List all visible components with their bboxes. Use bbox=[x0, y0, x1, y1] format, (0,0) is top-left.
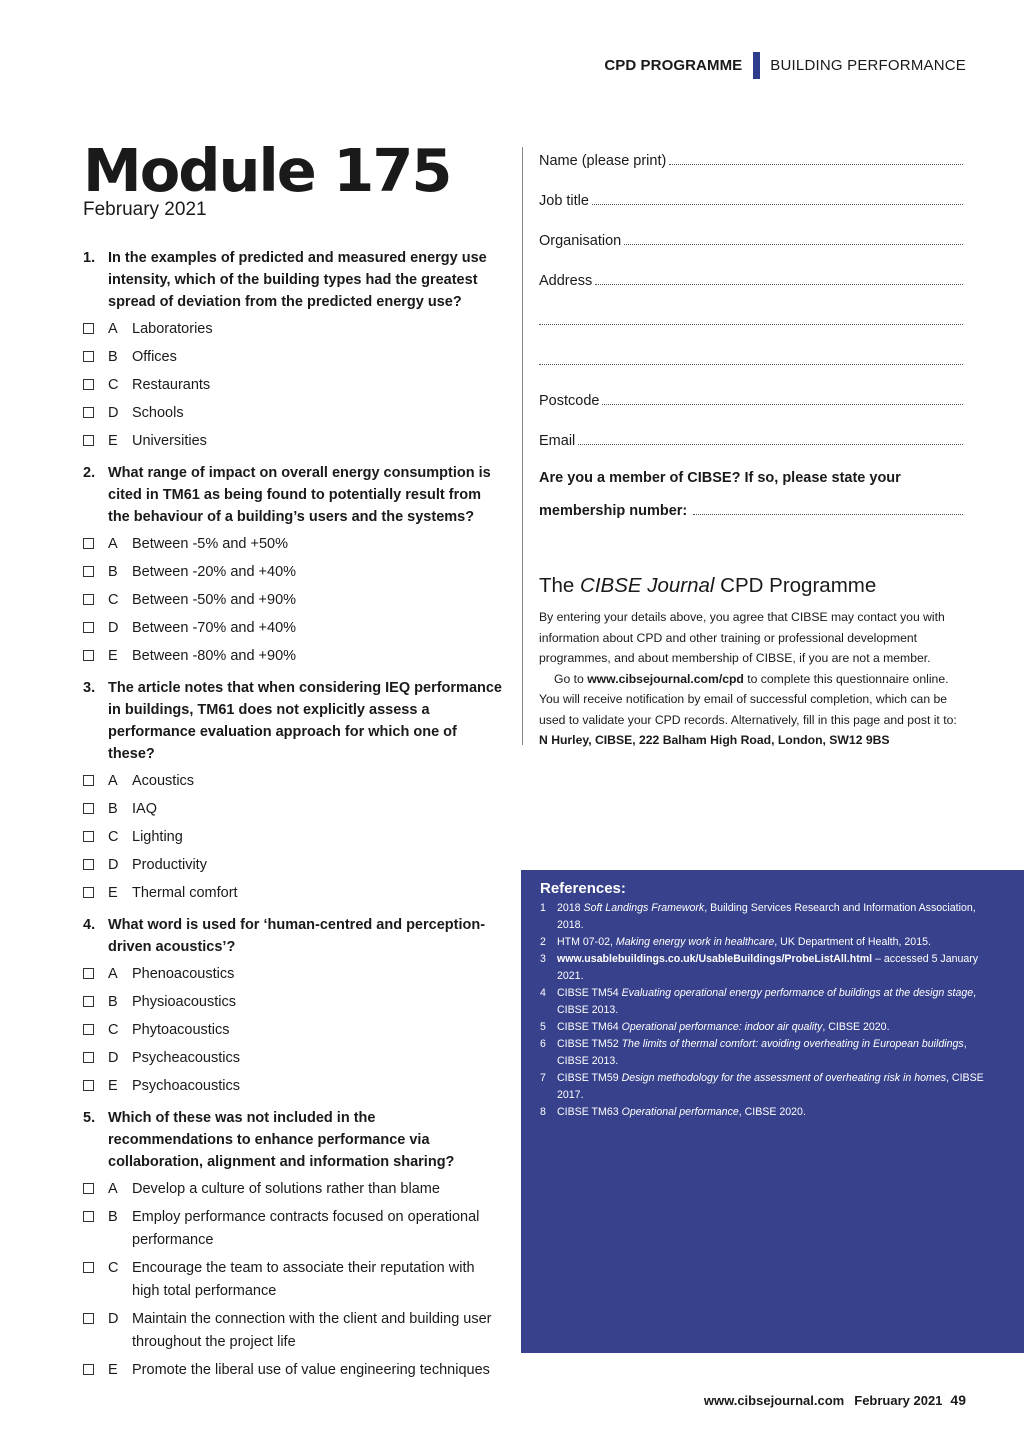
question-block bbox=[83, 677, 503, 905]
option-letter: C bbox=[108, 1022, 119, 1038]
answer-option[interactable] bbox=[83, 991, 503, 1014]
question-number: 2. bbox=[83, 465, 96, 481]
cpd-title-journal: CIBSE Journal bbox=[580, 574, 715, 597]
answer-option[interactable] bbox=[83, 770, 503, 793]
option-letter: B bbox=[108, 801, 118, 817]
reference-post: , CIBSE 2020. bbox=[822, 1021, 890, 1033]
option-letter: D bbox=[108, 620, 119, 636]
organisation-field[interactable] bbox=[539, 227, 963, 249]
answer-option[interactable] bbox=[83, 318, 503, 341]
checkbox-icon[interactable] bbox=[83, 323, 94, 334]
option-letter: B bbox=[108, 994, 118, 1010]
answer-option[interactable] bbox=[83, 617, 503, 640]
reference-pre: CIBSE TM59 bbox=[557, 1072, 622, 1084]
cpd-title-pre: The bbox=[539, 574, 581, 597]
option-letter: D bbox=[108, 1311, 119, 1327]
reference-number: 5 bbox=[540, 1021, 546, 1033]
question bbox=[83, 247, 503, 313]
question bbox=[83, 462, 503, 528]
option-letter: E bbox=[108, 1078, 118, 1094]
option-text: Between -5% and +50% bbox=[132, 536, 288, 552]
name-field[interactable] bbox=[539, 147, 963, 169]
option-letter: C bbox=[108, 592, 119, 608]
option-text: Between -20% and +40% bbox=[132, 564, 297, 580]
question-text: The article notes that when considering IEQ performance in buildings, TM61 does not explicitly assess a performance evaluation approach for which one of these? bbox=[108, 680, 502, 762]
reference-item bbox=[540, 1104, 1000, 1121]
option-text: Schools bbox=[132, 405, 184, 421]
option-text: Develop a culture of solutions rather than blame bbox=[132, 1181, 440, 1197]
checkbox-icon[interactable] bbox=[83, 887, 94, 898]
reference-item bbox=[540, 1070, 1000, 1104]
option-text: IAQ bbox=[132, 801, 157, 817]
option-letter: A bbox=[108, 1181, 118, 1197]
option-letter: A bbox=[108, 536, 118, 552]
reference-title: Evaluating operational energy performance of buildings at the design stage bbox=[621, 987, 974, 999]
answer-option[interactable] bbox=[83, 1206, 503, 1252]
reference-number: 4 bbox=[540, 987, 546, 999]
option-letter: E bbox=[108, 885, 118, 901]
answer-option[interactable] bbox=[83, 854, 503, 877]
checkbox-icon[interactable] bbox=[83, 968, 94, 979]
option-text: Phenoacoustics bbox=[132, 966, 235, 982]
checkbox-icon[interactable] bbox=[83, 379, 94, 390]
option-text: Physioacoustics bbox=[132, 994, 236, 1010]
postcode-line[interactable] bbox=[602, 404, 963, 405]
postal-address: N Hurley, CIBSE, 222 Balham High Road, London, SW12 9BS bbox=[539, 733, 890, 747]
reference-pre: CIBSE TM54 bbox=[557, 987, 622, 999]
question-text: Which of these was not included in the recommendations to enhance performance via collaboration, alignment and information sharing? bbox=[108, 1110, 455, 1170]
address-line-3[interactable] bbox=[539, 364, 963, 365]
name-label: Name (please print) bbox=[539, 153, 667, 169]
reference-text bbox=[557, 934, 931, 951]
question-block bbox=[83, 462, 503, 668]
question-text: What word is used for ‘human-centred and perception-driven acoustics’? bbox=[108, 917, 486, 955]
address-label: Address bbox=[539, 273, 593, 289]
reference-number: 3 bbox=[540, 953, 546, 965]
option-text: Phytoacoustics bbox=[132, 1022, 230, 1038]
option-letter: D bbox=[108, 1050, 119, 1066]
answer-option[interactable] bbox=[83, 645, 503, 668]
reference-title: Making energy work in healthcare bbox=[615, 936, 775, 948]
reference-text bbox=[557, 1019, 890, 1036]
answer-option[interactable] bbox=[83, 430, 503, 453]
question-block bbox=[83, 247, 503, 453]
go-to-text: Go to bbox=[554, 671, 588, 686]
reference-number: 6 bbox=[540, 1038, 546, 1050]
option-letter: C bbox=[108, 1260, 119, 1276]
question bbox=[83, 677, 503, 765]
question-number: 1. bbox=[83, 250, 96, 266]
reference-post: , CIBSE 2017. bbox=[557, 1072, 984, 1101]
reference-pre: 2018 bbox=[557, 902, 584, 914]
postcode-label: Postcode bbox=[539, 393, 600, 409]
answer-option[interactable] bbox=[83, 346, 503, 369]
member-question: Are you a member of CIBSE? If so, please state your bbox=[539, 470, 901, 486]
organisation-line[interactable] bbox=[624, 244, 963, 245]
question-block bbox=[83, 914, 503, 1098]
module-date: February 2021 bbox=[83, 199, 207, 220]
option-letter: B bbox=[108, 564, 118, 580]
email-field[interactable] bbox=[539, 427, 963, 449]
option-text: Promote the liberal use of value engineering techniques bbox=[132, 1362, 490, 1378]
reference-item bbox=[540, 1036, 1000, 1070]
reference-title: Design methodology for the assessment of overheating risk in homes bbox=[621, 1072, 947, 1084]
option-letter: B bbox=[108, 349, 118, 365]
option-text: Between -50% and +90% bbox=[132, 592, 297, 608]
reference-text bbox=[557, 951, 1000, 985]
answer-option[interactable] bbox=[83, 1075, 503, 1098]
checkbox-icon[interactable] bbox=[83, 650, 94, 661]
answer-option[interactable] bbox=[83, 374, 503, 397]
references-title: References: bbox=[540, 880, 626, 897]
option-letter: E bbox=[108, 433, 118, 449]
checkbox-icon[interactable] bbox=[83, 435, 94, 446]
answer-option[interactable] bbox=[83, 826, 503, 849]
page-footer bbox=[704, 1392, 966, 1408]
answer-option[interactable] bbox=[83, 561, 503, 584]
reference-title: Operational performance: indoor air quality bbox=[621, 1021, 823, 1033]
section-label: BUILDING PERFORMANCE bbox=[770, 57, 966, 74]
membership-number-field[interactable] bbox=[539, 497, 963, 519]
reference-text bbox=[557, 985, 1000, 1019]
footer-date: February 2021 bbox=[854, 1393, 943, 1408]
answer-option[interactable] bbox=[83, 402, 503, 425]
reference-number: 2 bbox=[540, 936, 546, 948]
option-letter: A bbox=[108, 966, 118, 982]
reference-text bbox=[557, 1036, 1000, 1070]
page-number: 49 bbox=[950, 1392, 966, 1408]
reference-title: Soft Landings Framework bbox=[583, 902, 705, 914]
reference-item bbox=[540, 951, 1000, 985]
footer-site[interactable]: www.cibsejournal.com bbox=[703, 1393, 845, 1408]
address-line-2-field[interactable] bbox=[539, 307, 963, 329]
header-divider-bar bbox=[753, 52, 760, 79]
references-list bbox=[540, 900, 1000, 1121]
checkbox-icon[interactable] bbox=[83, 538, 94, 549]
job-title-field[interactable] bbox=[539, 187, 963, 209]
references-panel bbox=[521, 870, 1024, 1353]
membership-number-label: membership number: bbox=[539, 503, 688, 519]
option-letter: A bbox=[108, 321, 118, 337]
reference-text bbox=[557, 1070, 1000, 1104]
option-letter: D bbox=[108, 857, 119, 873]
cpd-title-post: CPD Programme bbox=[714, 574, 877, 597]
reference-pre: HTM 07-02, bbox=[557, 936, 616, 948]
checkbox-icon[interactable] bbox=[83, 351, 94, 362]
question-text: In the examples of predicted and measured energy use intensity, which of the building types had the greatest spread of deviation from the predicted energy use? bbox=[108, 250, 487, 310]
answer-option[interactable] bbox=[83, 1019, 503, 1042]
reference-text bbox=[557, 1104, 806, 1121]
answer-option[interactable] bbox=[83, 1257, 503, 1303]
checkbox-icon[interactable] bbox=[83, 1364, 94, 1375]
reference-post: , CIBSE 2013. bbox=[557, 987, 977, 1016]
email-line[interactable] bbox=[578, 444, 963, 445]
reference-item bbox=[540, 985, 1000, 1019]
answer-option[interactable] bbox=[83, 1308, 503, 1354]
option-letter: E bbox=[108, 648, 118, 664]
reference-url[interactable]: www.usablebuildings.co.uk/UsableBuildings/ProbeListAll.html bbox=[557, 953, 873, 965]
reference-pre: CIBSE TM52 bbox=[557, 1038, 622, 1050]
job-title-label: Job title bbox=[539, 193, 589, 209]
answer-option[interactable] bbox=[83, 963, 503, 986]
instructions-text: to complete this questionnaire online. You will receive notification by email of successful completion, which can be used to validate your CPD records. Alternatively, fill in this page and post it to: bbox=[539, 671, 957, 727]
checkbox-icon[interactable] bbox=[83, 996, 94, 1007]
option-letter: E bbox=[108, 1362, 118, 1378]
address-line-1[interactable] bbox=[595, 284, 963, 285]
option-text: Psycheacoustics bbox=[132, 1050, 240, 1066]
reference-post: – accessed 5 January 2021. bbox=[557, 953, 979, 982]
reference-pre: CIBSE TM63 bbox=[557, 1106, 622, 1118]
question-number: 3. bbox=[83, 680, 96, 696]
question-text: What range of impact on overall energy consumption is cited in TM61 as being found to potentially result from the behaviour of a building’s users and the systems? bbox=[108, 465, 491, 525]
question-number: 4. bbox=[83, 917, 96, 933]
registration-form bbox=[539, 147, 963, 519]
page-header bbox=[604, 52, 966, 79]
name-line[interactable] bbox=[669, 164, 963, 165]
checkbox-icon[interactable] bbox=[83, 803, 94, 814]
option-text: Thermal comfort bbox=[132, 885, 238, 901]
question bbox=[83, 1107, 503, 1173]
checkbox-icon[interactable] bbox=[83, 775, 94, 786]
question-list bbox=[83, 247, 503, 1391]
checkbox-icon[interactable] bbox=[83, 859, 94, 870]
checkbox-icon[interactable] bbox=[83, 566, 94, 577]
checkbox-icon[interactable] bbox=[83, 594, 94, 605]
option-text: Laboratories bbox=[132, 321, 213, 337]
checkbox-icon[interactable] bbox=[83, 1262, 94, 1273]
question-number: 5. bbox=[83, 1110, 96, 1126]
answer-option[interactable] bbox=[83, 882, 503, 905]
answer-option[interactable] bbox=[83, 798, 503, 821]
cpd-programme-title bbox=[539, 574, 876, 598]
checkbox-icon[interactable] bbox=[83, 1052, 94, 1063]
address-line-3-field[interactable] bbox=[539, 347, 963, 369]
cpd-instructions-paragraph bbox=[539, 669, 963, 751]
checkbox-icon[interactable] bbox=[83, 1211, 94, 1222]
checkbox-icon[interactable] bbox=[83, 1183, 94, 1194]
address-field[interactable] bbox=[539, 267, 963, 289]
option-text: Between -70% and +40% bbox=[132, 620, 297, 636]
reference-title: The limits of thermal comfort: avoiding overheating in European buildings bbox=[621, 1038, 964, 1050]
option-text: Universities bbox=[132, 433, 207, 449]
answer-option[interactable] bbox=[83, 589, 503, 612]
option-text: Acoustics bbox=[132, 773, 195, 789]
organisation-label: Organisation bbox=[539, 233, 622, 249]
answer-option[interactable] bbox=[83, 1047, 503, 1070]
cpd-url-link[interactable]: www.cibsejournal.com/cpd bbox=[587, 671, 744, 686]
postcode-field[interactable] bbox=[539, 387, 963, 409]
reference-number: 7 bbox=[540, 1072, 546, 1084]
answer-option[interactable] bbox=[83, 533, 503, 556]
option-text: Offices bbox=[132, 349, 177, 365]
option-text: Restaurants bbox=[132, 377, 211, 393]
cpd-consent-paragraph: By entering your details above, you agree that CIBSE may contact you with information about CPD and other training or professional development programmes, and about membership of CIBSE, if you are not a member. bbox=[539, 610, 945, 665]
option-text: Employ performance contracts focused on operational performance bbox=[132, 1209, 480, 1248]
reference-title: Operational performance bbox=[621, 1106, 739, 1118]
option-text: Lighting bbox=[132, 829, 183, 845]
module-title: Module 175 bbox=[83, 136, 451, 205]
reference-number: 1 bbox=[540, 902, 546, 914]
cpd-programme-text bbox=[539, 607, 963, 751]
option-letter: B bbox=[108, 1209, 118, 1225]
address-line-2[interactable] bbox=[539, 324, 963, 325]
option-letter: A bbox=[108, 773, 118, 789]
checkbox-icon[interactable] bbox=[83, 1024, 94, 1035]
programme-label: CPD PROGRAMME bbox=[604, 57, 743, 74]
option-text: Encourage the team to associate their reputation with high total performance bbox=[132, 1260, 475, 1299]
checkbox-icon[interactable] bbox=[83, 1080, 94, 1091]
checkbox-icon[interactable] bbox=[83, 831, 94, 842]
reference-post: , UK Department of Health, 2015. bbox=[774, 936, 931, 948]
option-text: Productivity bbox=[132, 857, 207, 873]
answer-option[interactable] bbox=[83, 1178, 503, 1201]
option-text: Between -80% and +90% bbox=[132, 648, 297, 664]
column-divider bbox=[522, 147, 523, 745]
checkbox-icon[interactable] bbox=[83, 622, 94, 633]
job-title-line[interactable] bbox=[592, 204, 963, 205]
reference-text bbox=[557, 900, 1000, 934]
option-letter: D bbox=[108, 405, 119, 421]
reference-post: , Building Services Research and Information Association, 2018. bbox=[557, 902, 976, 931]
membership-number-line[interactable] bbox=[693, 514, 963, 515]
option-letter: C bbox=[108, 829, 119, 845]
option-text: Maintain the connection with the client and building user throughout the project life bbox=[132, 1311, 492, 1350]
reference-pre: CIBSE TM64 bbox=[557, 1021, 622, 1033]
reference-item bbox=[540, 900, 1000, 934]
checkbox-icon[interactable] bbox=[83, 1313, 94, 1324]
reference-item bbox=[540, 934, 1000, 951]
checkbox-icon[interactable] bbox=[83, 407, 94, 418]
question-block bbox=[83, 1107, 503, 1382]
option-text: Psychoacoustics bbox=[132, 1078, 240, 1094]
reference-post: , CIBSE 2020. bbox=[738, 1106, 806, 1118]
question bbox=[83, 914, 503, 958]
reference-item bbox=[540, 1019, 1000, 1036]
reference-post: , CIBSE 2013. bbox=[557, 1038, 967, 1067]
reference-number: 8 bbox=[540, 1106, 546, 1118]
answer-option[interactable] bbox=[83, 1359, 503, 1382]
email-label: Email bbox=[539, 433, 576, 449]
option-letter: C bbox=[108, 377, 119, 393]
